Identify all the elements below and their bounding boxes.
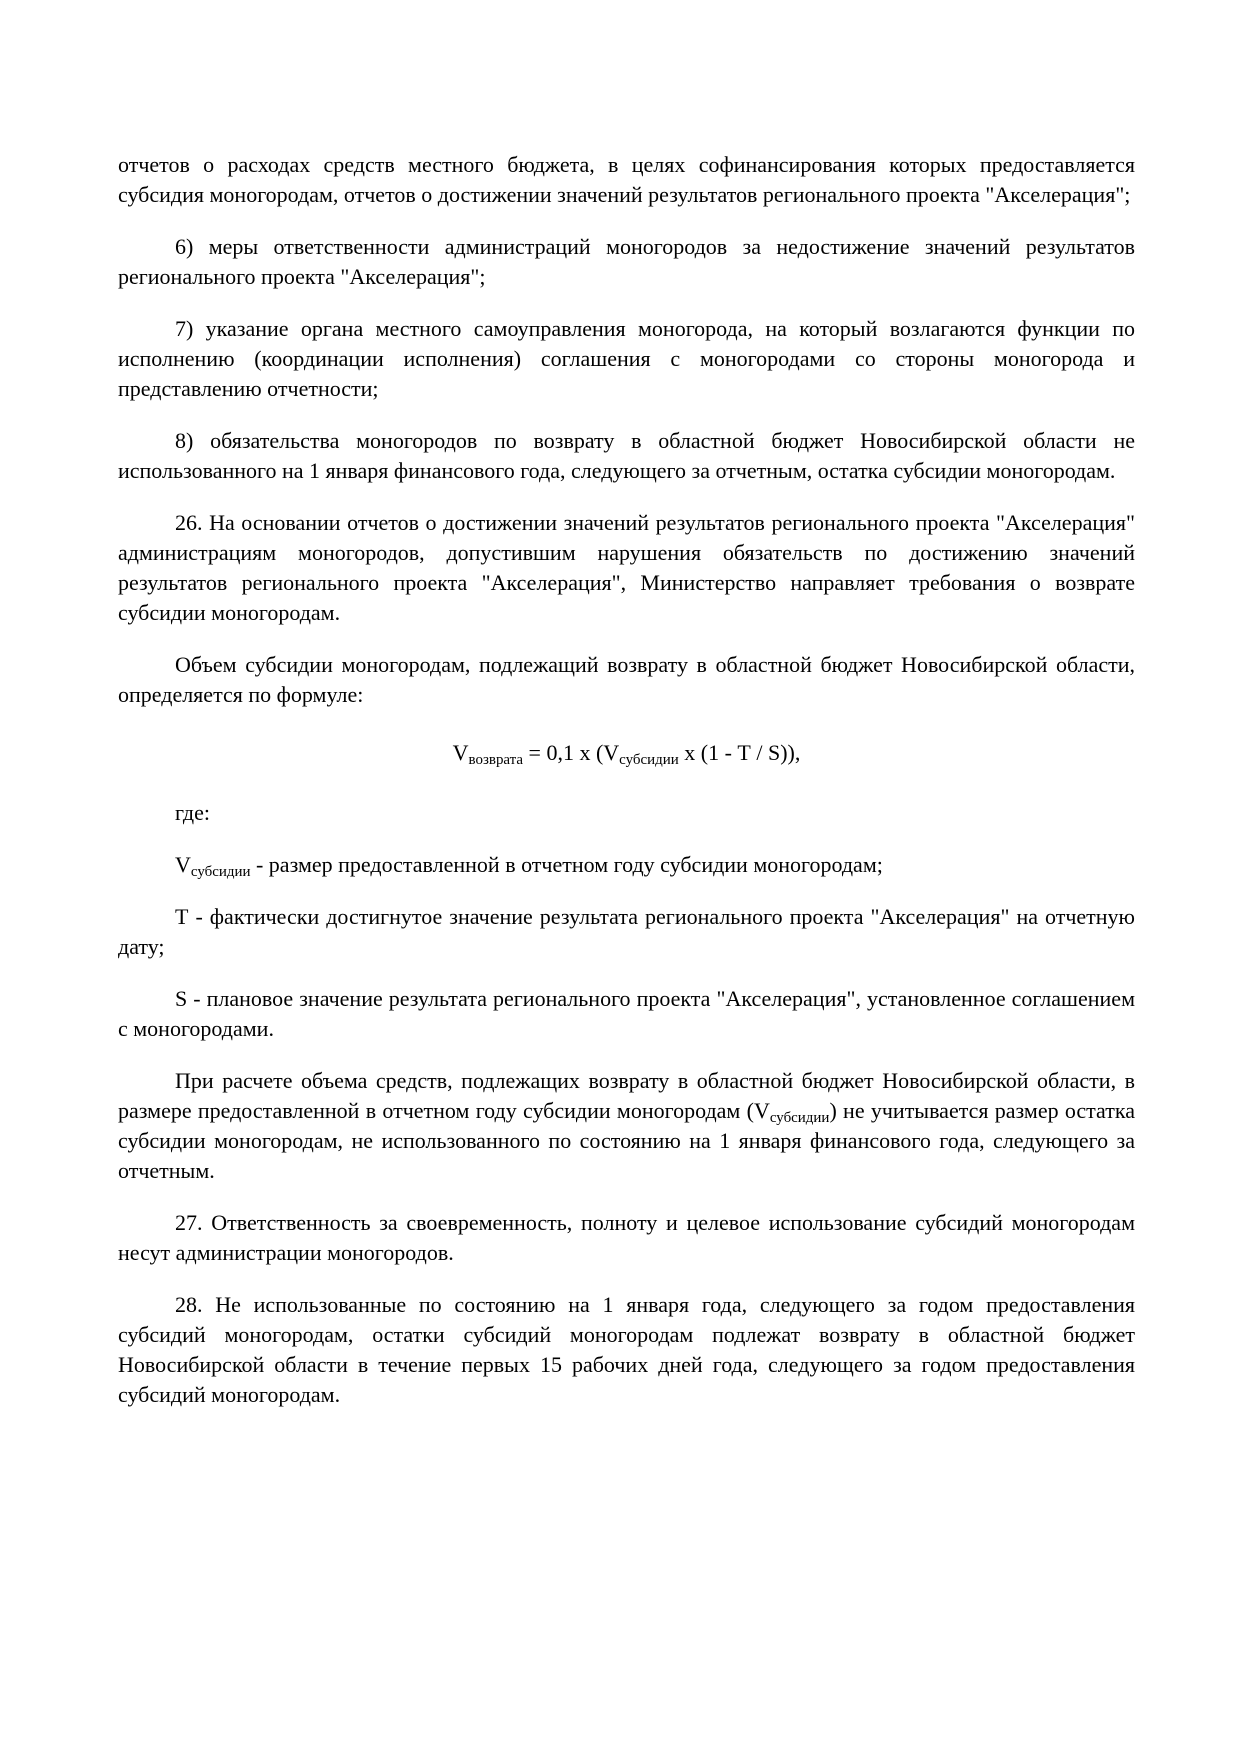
text-run: = 0,1 х (V	[523, 740, 620, 765]
text-run: 27. Ответственность за своевременность, полноту и целевое использование субсидий моногородам несут администрации моногородов.	[118, 1210, 1135, 1265]
text-run: Объем субсидии моногородам, подлежащий возврату в областной бюджет Новосибирской области, определяется по формуле:	[118, 652, 1135, 707]
text-run: 26. На основании отчетов о достижении значений результатов регионального проекта "Акселерация" администрациям моногородов, допустившим нарушения обязательств по достижению значений результатов регионального проекта "Акселерация", Министерство направляет требования о возврате субсидии моногородам.	[118, 510, 1135, 625]
paragraph-12	[118, 1066, 1135, 1186]
text-run: 28. Не использованные по состоянию на 1 января года, следующего за годом предоставления субсидий моногородам, остатки субсидий моногородам подлежат возврату в областной бюджет Новосибирской области в течение первых 15 рабочих дней года, следующего за годом предоставления субсидий моногородам.	[118, 1292, 1135, 1407]
text-run: х (1 - Т / S)),	[678, 740, 801, 765]
subscript-text: субсидии	[190, 863, 251, 880]
paragraph-11	[118, 984, 1135, 1044]
subscript-text: субсидии	[619, 751, 679, 768]
text-run: V	[452, 740, 469, 765]
paragraph-4	[118, 426, 1135, 486]
text-run: 8) обязательства моногородов по возврату в областной бюджет Новосибирской области не использованного на 1 января финансового года, следующего за отчетным, остатка субсидии моногородам.	[118, 428, 1135, 483]
text-run: 7) указание органа местного самоуправления моногорода, на который возлагаются функции по исполнению (координации исполнения) соглашения с моногородами со стороны моногорода и представлению отчетности;	[118, 316, 1135, 401]
text-run: Т - фактически достигнутое значение результата регионального проекта "Акселерация" на отчетную дату;	[118, 904, 1135, 959]
text-run: S - плановое значение результата регионального проекта "Акселерация", установленное соглашением с моногородами.	[118, 986, 1135, 1041]
paragraph-14	[118, 1290, 1135, 1410]
text-run: 6) меры ответственности администраций моногородов за недостижение значений результатов регионального проекта "Акселерация";	[118, 234, 1135, 289]
paragraph-13	[118, 1208, 1135, 1268]
paragraph-8	[118, 798, 1135, 828]
subscript-text: субсидии	[769, 1109, 830, 1126]
text-run: V	[175, 852, 191, 877]
paragraph-2	[118, 232, 1135, 292]
paragraph-10	[118, 902, 1135, 962]
text-run: где:	[175, 800, 210, 825]
paragraph-5	[118, 508, 1135, 628]
text-run: - размер предоставленной в отчетном году субсидии моногородам;	[250, 852, 883, 877]
paragraph-1	[118, 150, 1135, 210]
text-run: ) не учитывается размер остатка субсидии моногородам, не использованного по состоянию на 1 января финансового года, следующего за отчетным.	[118, 1098, 1135, 1183]
document-body	[118, 150, 1135, 1410]
formula-line	[118, 738, 1135, 768]
paragraph-9	[118, 850, 1135, 880]
paragraph-3	[118, 314, 1135, 404]
paragraph-6	[118, 650, 1135, 710]
text-run: отчетов о расходах средств местного бюджета, в целях софинансирования которых предоставляется субсидия моногородам, отчетов о достижении значений результатов регионального проекта "Акселерация";	[118, 152, 1135, 207]
subscript-text: возврата	[468, 751, 524, 768]
text-run: При расчете объема средств, подлежащих возврату в областной бюджет Новосибирской области, в размере предоставленной в отчетном году субсидии моногородам (V	[118, 1068, 1135, 1123]
